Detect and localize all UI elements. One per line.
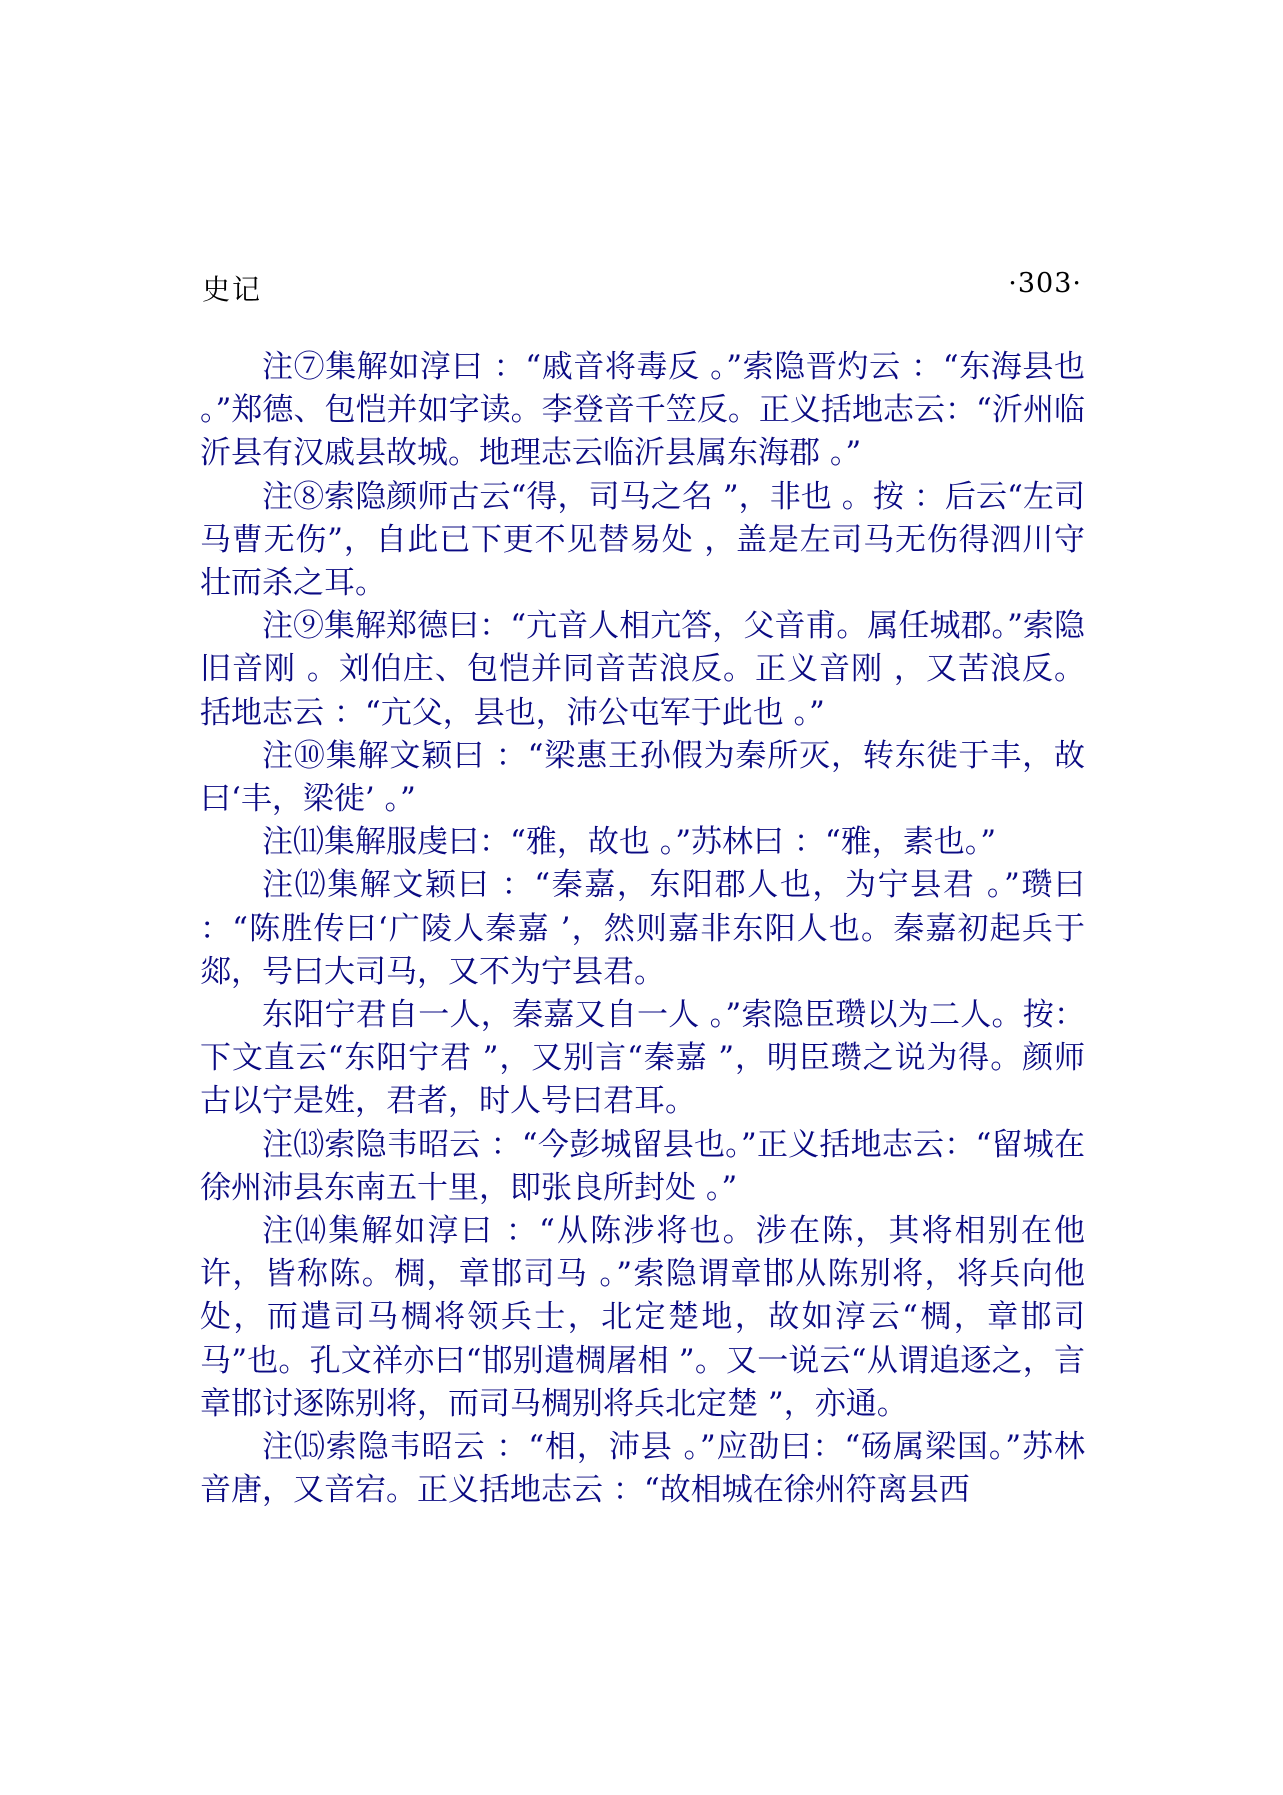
note-paragraph: 注⒂索隐韦昭云 ：“相，沛县 。”应劭曰：“砀属梁国。”苏林音唐，又音宕。正义括地志云 ：“故相城在徐州符离县西 bbox=[200, 1429, 1085, 1509]
note-paragraph: 东阳宁君自一人，秦嘉又自一人 。”索隐臣瓒以为二人。按：下文直云“东阳宁君 ”，又别言“秦嘉 ”，明臣瓒之说为得。颜师古以宁是姓，君者，时人号曰君耳。 bbox=[200, 997, 1085, 1120]
note-paragraph: 注⑨集解郑德曰：“亢音人相亢答，父音甫。属任城郡。”索隐旧音刚 。刘伯庄、包恺并同音苦浪反。正义音刚 ，又苦浪反。括地志云 ：“亢父，县也，沛公屯军于此也 。” bbox=[200, 608, 1085, 731]
note-paragraph: 注⑾集解服虔曰：“雅，故也 。”苏林曰 ：“雅，素也。” bbox=[262, 824, 997, 861]
page-number: ·303· bbox=[1008, 268, 1082, 299]
note-paragraph: 注⑧索隐颜师古云“得，司马之名 ”，非也 。按 ：后云“左司马曹无伤”，自此已下更不见替易处 ，盖是左司马无伤得泗川守壮而杀之耳。 bbox=[200, 478, 1085, 602]
note-paragraph: 注⒀索隐韦昭云 ：“今彭城留县也。”正义括地志云：“留城在徐州沛县东南五十里，即张良所封处 。” bbox=[200, 1126, 1085, 1206]
note-paragraph: 注⒁集解如淳曰 ：“从陈涉将也。涉在陈，其将相别在他许，皆称陈。椆，章邯司马 。”索隐谓章邯从陈别将，将兵向他处，而遣司马椆将领兵士，北定楚地，故如淳云“椆，章邯司马”也。孔文祥亦曰“邯别遣椆屠相 ”。又一说云“从谓追逐之，言章邯讨逐陈别将，而司马椆别将兵北定楚 ”，亦通。 bbox=[200, 1213, 1085, 1422]
annotation-text-block bbox=[200, 346, 1085, 1512]
note-paragraph: 注⑿集解文颖曰 ：“秦嘉，东阳郡人也，为宁县君 。”瓒曰 ：“陈胜传曰‘广陵人秦嘉 ’，然则嘉非东阳人也。秦嘉初起兵于郯，号曰大司马，又不为宁县君。 bbox=[200, 867, 1085, 990]
note-paragraph: 注⑦集解如淳曰 ：“戚音将毒反 。”索隐晋灼云 ：“东海县也 。”郑德、包恺并如字读。李登音千笠反。正义括地志云：“沂州临沂县有汉戚县故城。地理志云临沂县属东海郡 。” bbox=[200, 349, 1085, 472]
note-paragraph: 注⑩集解文颖曰 ：“梁惠王孙假为秦所灭，转东徙于丰，故曰‘丰，梁徙’ 。” bbox=[200, 737, 1085, 818]
book-title: 史记 bbox=[202, 273, 263, 306]
page-header bbox=[202, 268, 1082, 308]
